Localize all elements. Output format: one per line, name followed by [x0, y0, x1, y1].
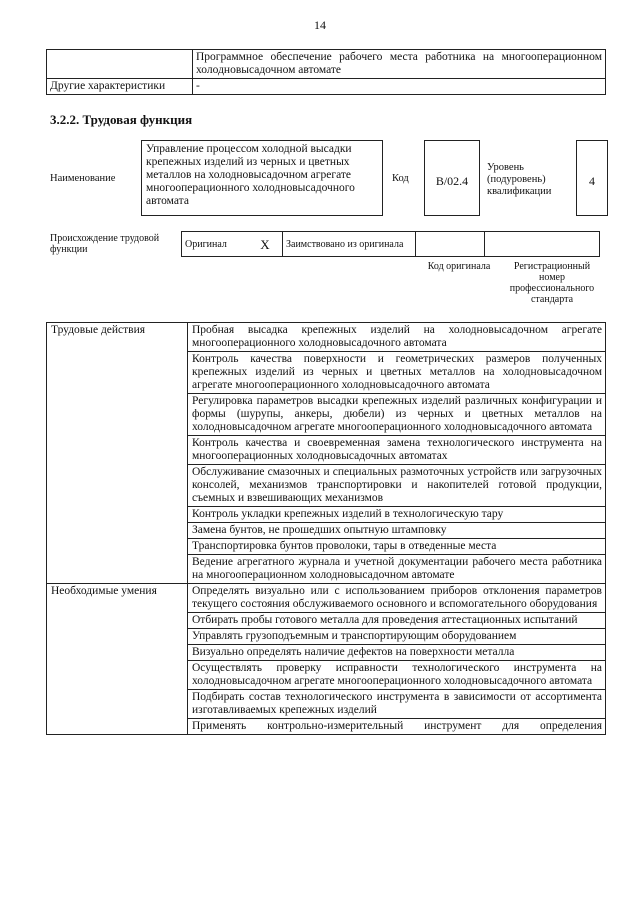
software-value: Программное обеспечение рабочего места работника на многооперационном холодновысадочном автомате: [193, 50, 606, 79]
function-details-table: [46, 322, 606, 735]
other-characteristics-value: -: [193, 79, 606, 95]
labor-action-item: Контроль качества и своевременная замена технологического инструмента на многооперационных холодновысадочных автоматах: [188, 436, 606, 465]
labor-action-item: Контроль качества поверхности и геометрических размеров полученных крепежных изделий из черных и цветных металлов на холодновысадочном агрегате многооперационного холодновысадочного автомата: [188, 352, 606, 394]
skills-label: Необходимые умения: [47, 584, 188, 735]
function-name: Управление процессом холодной высадки крепежных изделий из черных и цветных металлов на холодновысадочном агрегате многооперационного холодновысадочного автомата: [146, 143, 355, 207]
code-original-caption: Код оригинала: [427, 261, 491, 272]
page-number: 14: [314, 18, 326, 32]
skill-item: Отбирать пробы готового металла для проведения аттестационных испытаний: [188, 613, 606, 629]
name-label: Наименование: [50, 173, 116, 184]
origin-table: [181, 231, 600, 257]
skill-item: Применять контрольно-измерительный инструмент для определения: [188, 719, 606, 735]
section-heading: 3.2.2. Трудовая функция: [50, 112, 193, 127]
code-label: Код: [392, 173, 409, 184]
level-label: Уровень (подуровень) квалификации: [487, 162, 552, 197]
skill-item: Визуально определять наличие дефектов на поверхности металла: [188, 645, 606, 661]
borrowed-label: Заимствовано из оригинала: [283, 232, 416, 257]
reg-number-cell: [485, 232, 600, 257]
original-mark: X: [248, 232, 283, 257]
skill-item: Управлять грузоподъемным и транспортирующим оборудованием: [188, 629, 606, 645]
skill-item: Подбирать состав технологического инструмента в зависимости от ассортимента изготавливаемых крепежных изделий: [188, 690, 606, 719]
empty-label-cell: [47, 50, 193, 79]
function-name-box: [141, 140, 383, 216]
characteristics-table: [46, 49, 606, 95]
code-original-cell: [416, 232, 485, 257]
table-row: [47, 50, 606, 79]
table-row: [47, 584, 606, 613]
labor-action-item: Контроль укладки крепежных изделий в технологическую тару: [188, 507, 606, 523]
origin-label: Происхождение трудовой функции: [50, 233, 160, 255]
labor-action-item: Транспортировка бунтов проволоки, тары в отведенные места: [188, 539, 606, 555]
level-value: 4: [589, 174, 595, 188]
table-row: [182, 232, 600, 257]
original-label: Оригинал: [182, 232, 249, 257]
function-code: В/02.4: [435, 174, 469, 188]
skill-item: Осуществлять проверку исправности технологического инструмента на холодновысадочном агрегате многооперационного холодновысадочного автомата: [188, 661, 606, 690]
function-code-box: [424, 140, 480, 216]
level-box: [576, 140, 608, 216]
labor-action-item: Обслуживание смазочных и специальных размоточных устройств или загрузочных консолей, механизмов транспортировки и накопителей готовой продукции, съемных и взвешивающих механизмов: [188, 465, 606, 507]
labor-action-item: Замена бунтов, не прошедших опытную штамповку: [188, 523, 606, 539]
labor-actions-label: Трудовые действия: [47, 323, 188, 584]
labor-action-item: Ведение агрегатного журнала и учетной документации рабочего места работника на многооперационном холодновысадочном автомате: [188, 555, 606, 584]
table-row: [47, 79, 606, 95]
reg-number-caption: Регистрационный номер профессионального стандарта: [509, 261, 595, 305]
skill-item: Определять визуально или с использованием приборов отклонения параметров текущего состояния обслуживаемого основного и вспомогательного оборудования: [188, 584, 606, 613]
labor-action-item: Регулировка параметров высадки крепежных изделий различных конфигурации и формы (шурупы, анкеры, дюбели) из черных и цветных металлов на холодновысадочном агрегате многооперационного холодновысадочного автомата: [188, 394, 606, 436]
other-characteristics-label: Другие характеристики: [47, 79, 193, 95]
table-row: [47, 323, 606, 352]
labor-action-item: Пробная высадка крепежных изделий на холодновысадочном агрегате многооперационного холодновысадочного автомата: [188, 323, 606, 352]
